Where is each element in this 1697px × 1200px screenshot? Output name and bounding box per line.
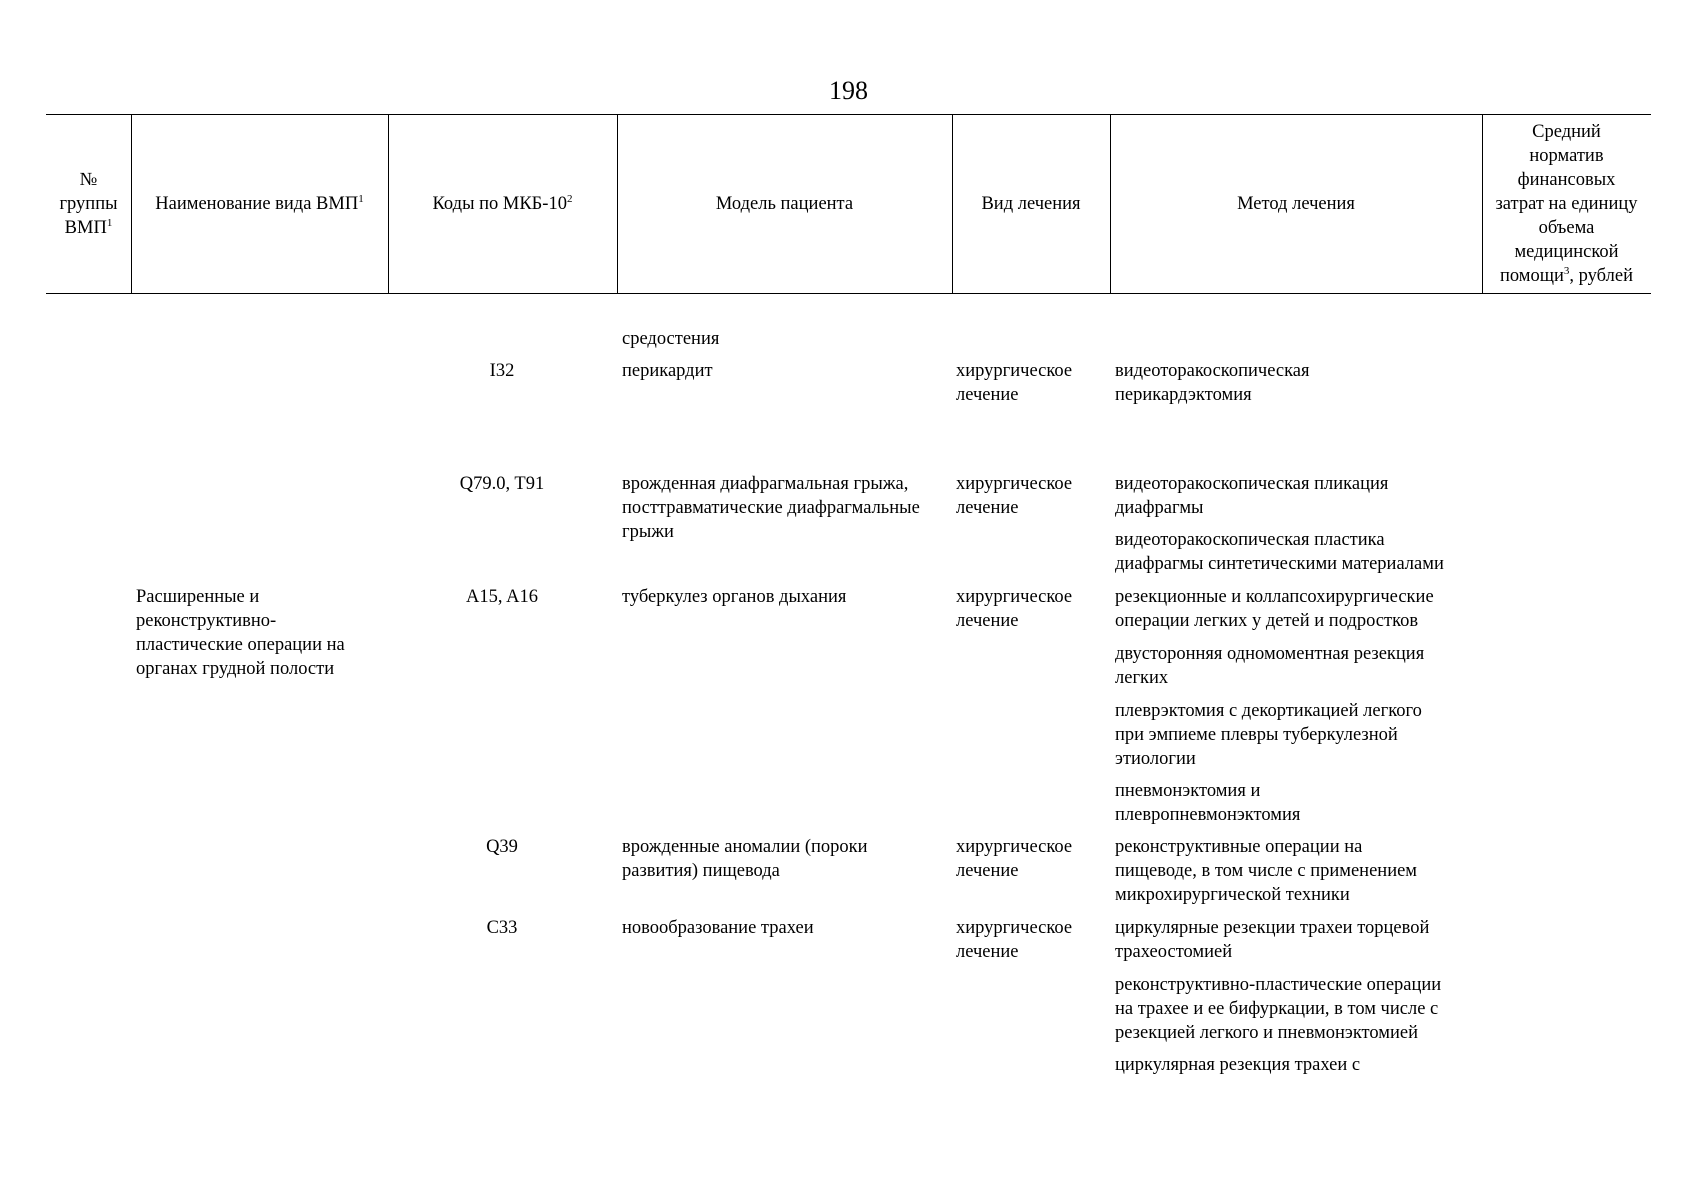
treatment-type: хирургическое лечение [956, 837, 1073, 881]
treatment-method: циркулярная резекция трахеи с [1115, 1055, 1361, 1075]
treatment-method: пневмонэктомия и плевропневмонэктомия [1115, 781, 1301, 825]
header-bottom-rule [46, 293, 1651, 294]
treatment-type: хирургическое лечение [956, 474, 1073, 518]
treatment-method: плеврэктомия с декортикацией легкого при эмпиеме плевры туберкулезной этиологии [1115, 701, 1422, 769]
page-number: 198 [829, 76, 868, 105]
patient-model: перикардит [622, 361, 713, 381]
treatment-type: хирургическое лечение [956, 587, 1073, 631]
header-patient-model: Модель пациента [715, 193, 854, 214]
treatment-method: резекционные и коллапсохирургические операции легких у детей и подростков [1115, 587, 1434, 631]
header-group-number: № группы ВМП$^1$ [59, 169, 118, 238]
patient-model: врожденные аномалии (пороки развития) пищевода [622, 837, 868, 881]
patient-model: средостения [622, 329, 720, 349]
treatment-type: хирургическое лечение [956, 361, 1073, 405]
icd-code: I32 [489, 361, 515, 381]
icd-code: A15, A16 [466, 587, 538, 607]
treatment-method: реконструктивные операции на пищеводе, в том числе с применением микрохирургической техники [1115, 837, 1418, 905]
header-treatment-type: Вид лечения [981, 193, 1081, 214]
treatment-method: реконструктивно-пластические операции на трахее и ее бифуркации, в том числе с резекцией легкого и пневмонэктомией [1115, 975, 1442, 1043]
vmp-group-name: Расширенные и реконструктивно- пластические операции на органах грудной полости [136, 587, 345, 679]
icd-code: Q39 [486, 837, 518, 857]
patient-model: врожденная диафрагмальная грыжа, посттравматические диафрагмальные грыжи [622, 474, 920, 542]
header-cost-standard: Средний норматив финансовых затрат на единицу объема медицинской помощи$^3$, рублей [1495, 121, 1638, 286]
treatment-type: хирургическое лечение [956, 918, 1073, 962]
patient-model: туберкулез органов дыхания [622, 587, 847, 607]
icd-code: C33 [486, 918, 518, 938]
treatment-method: видеоторакоскопическая перикардэктомия [1115, 361, 1310, 405]
icd-code: Q79.0, T91 [459, 474, 545, 494]
treatment-method: видеоторакоскопическая пластика диафрагмы синтетическими материалами [1115, 530, 1444, 574]
treatment-method: видеоторакоскопическая пликация диафрагмы [1115, 474, 1389, 518]
treatment-method: циркулярные резекции трахеи торцевой трахеостомией [1115, 918, 1430, 962]
header-treatment-method: Метод лечения [1237, 193, 1355, 214]
patient-model: новообразование трахеи [622, 918, 814, 938]
header-icd-codes: Коды по МКБ-$10^2$ [432, 192, 573, 214]
header-vmp-name: Наименование вида ВМП$^1$ [155, 192, 364, 214]
treatment-method: двусторонняя одномоментная резекция легких [1115, 644, 1425, 688]
